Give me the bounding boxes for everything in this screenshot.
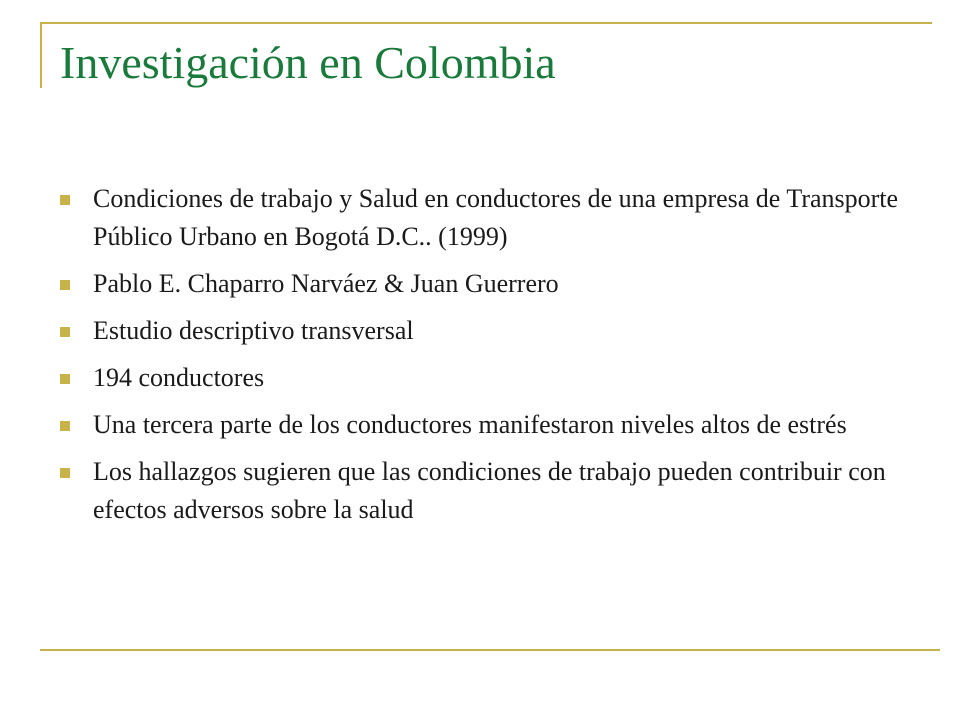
bullet-text: 194 conductores (93, 363, 265, 392)
bullet-text: Estudio descriptivo transversal (93, 316, 414, 345)
bullet-list (60, 180, 900, 538)
bullet-item (60, 180, 900, 256)
bullet-item (60, 265, 900, 303)
square-bullet-icon (60, 421, 70, 431)
bullet-item (60, 359, 900, 397)
square-bullet-icon (60, 374, 70, 384)
bullet-text: Los hallazgos sugieren que las condiciones de trabajo pueden contribuir con efectos adversos sobre la salud (93, 457, 886, 524)
left-divider (40, 22, 42, 88)
bottom-divider (40, 649, 940, 651)
bullet-item (60, 312, 900, 350)
square-bullet-icon (60, 468, 70, 478)
square-bullet-icon (60, 280, 70, 290)
square-bullet-icon (60, 327, 70, 337)
square-bullet-icon (60, 195, 70, 205)
bullet-text: Pablo E. Chaparro Narváez & Juan Guerrero (93, 269, 559, 298)
top-divider (40, 22, 932, 24)
bullet-item (60, 406, 900, 444)
slide-title: Investigación en Colombia (60, 37, 556, 88)
bullet-text: Una tercera parte de los conductores manifestaron niveles altos de estrés (93, 410, 847, 439)
bullet-item (60, 453, 900, 529)
bullet-text: Condiciones de trabajo y Salud en conductores de una empresa de Transporte Público Urbano en Bogotá D.C.. (1999) (93, 184, 899, 251)
